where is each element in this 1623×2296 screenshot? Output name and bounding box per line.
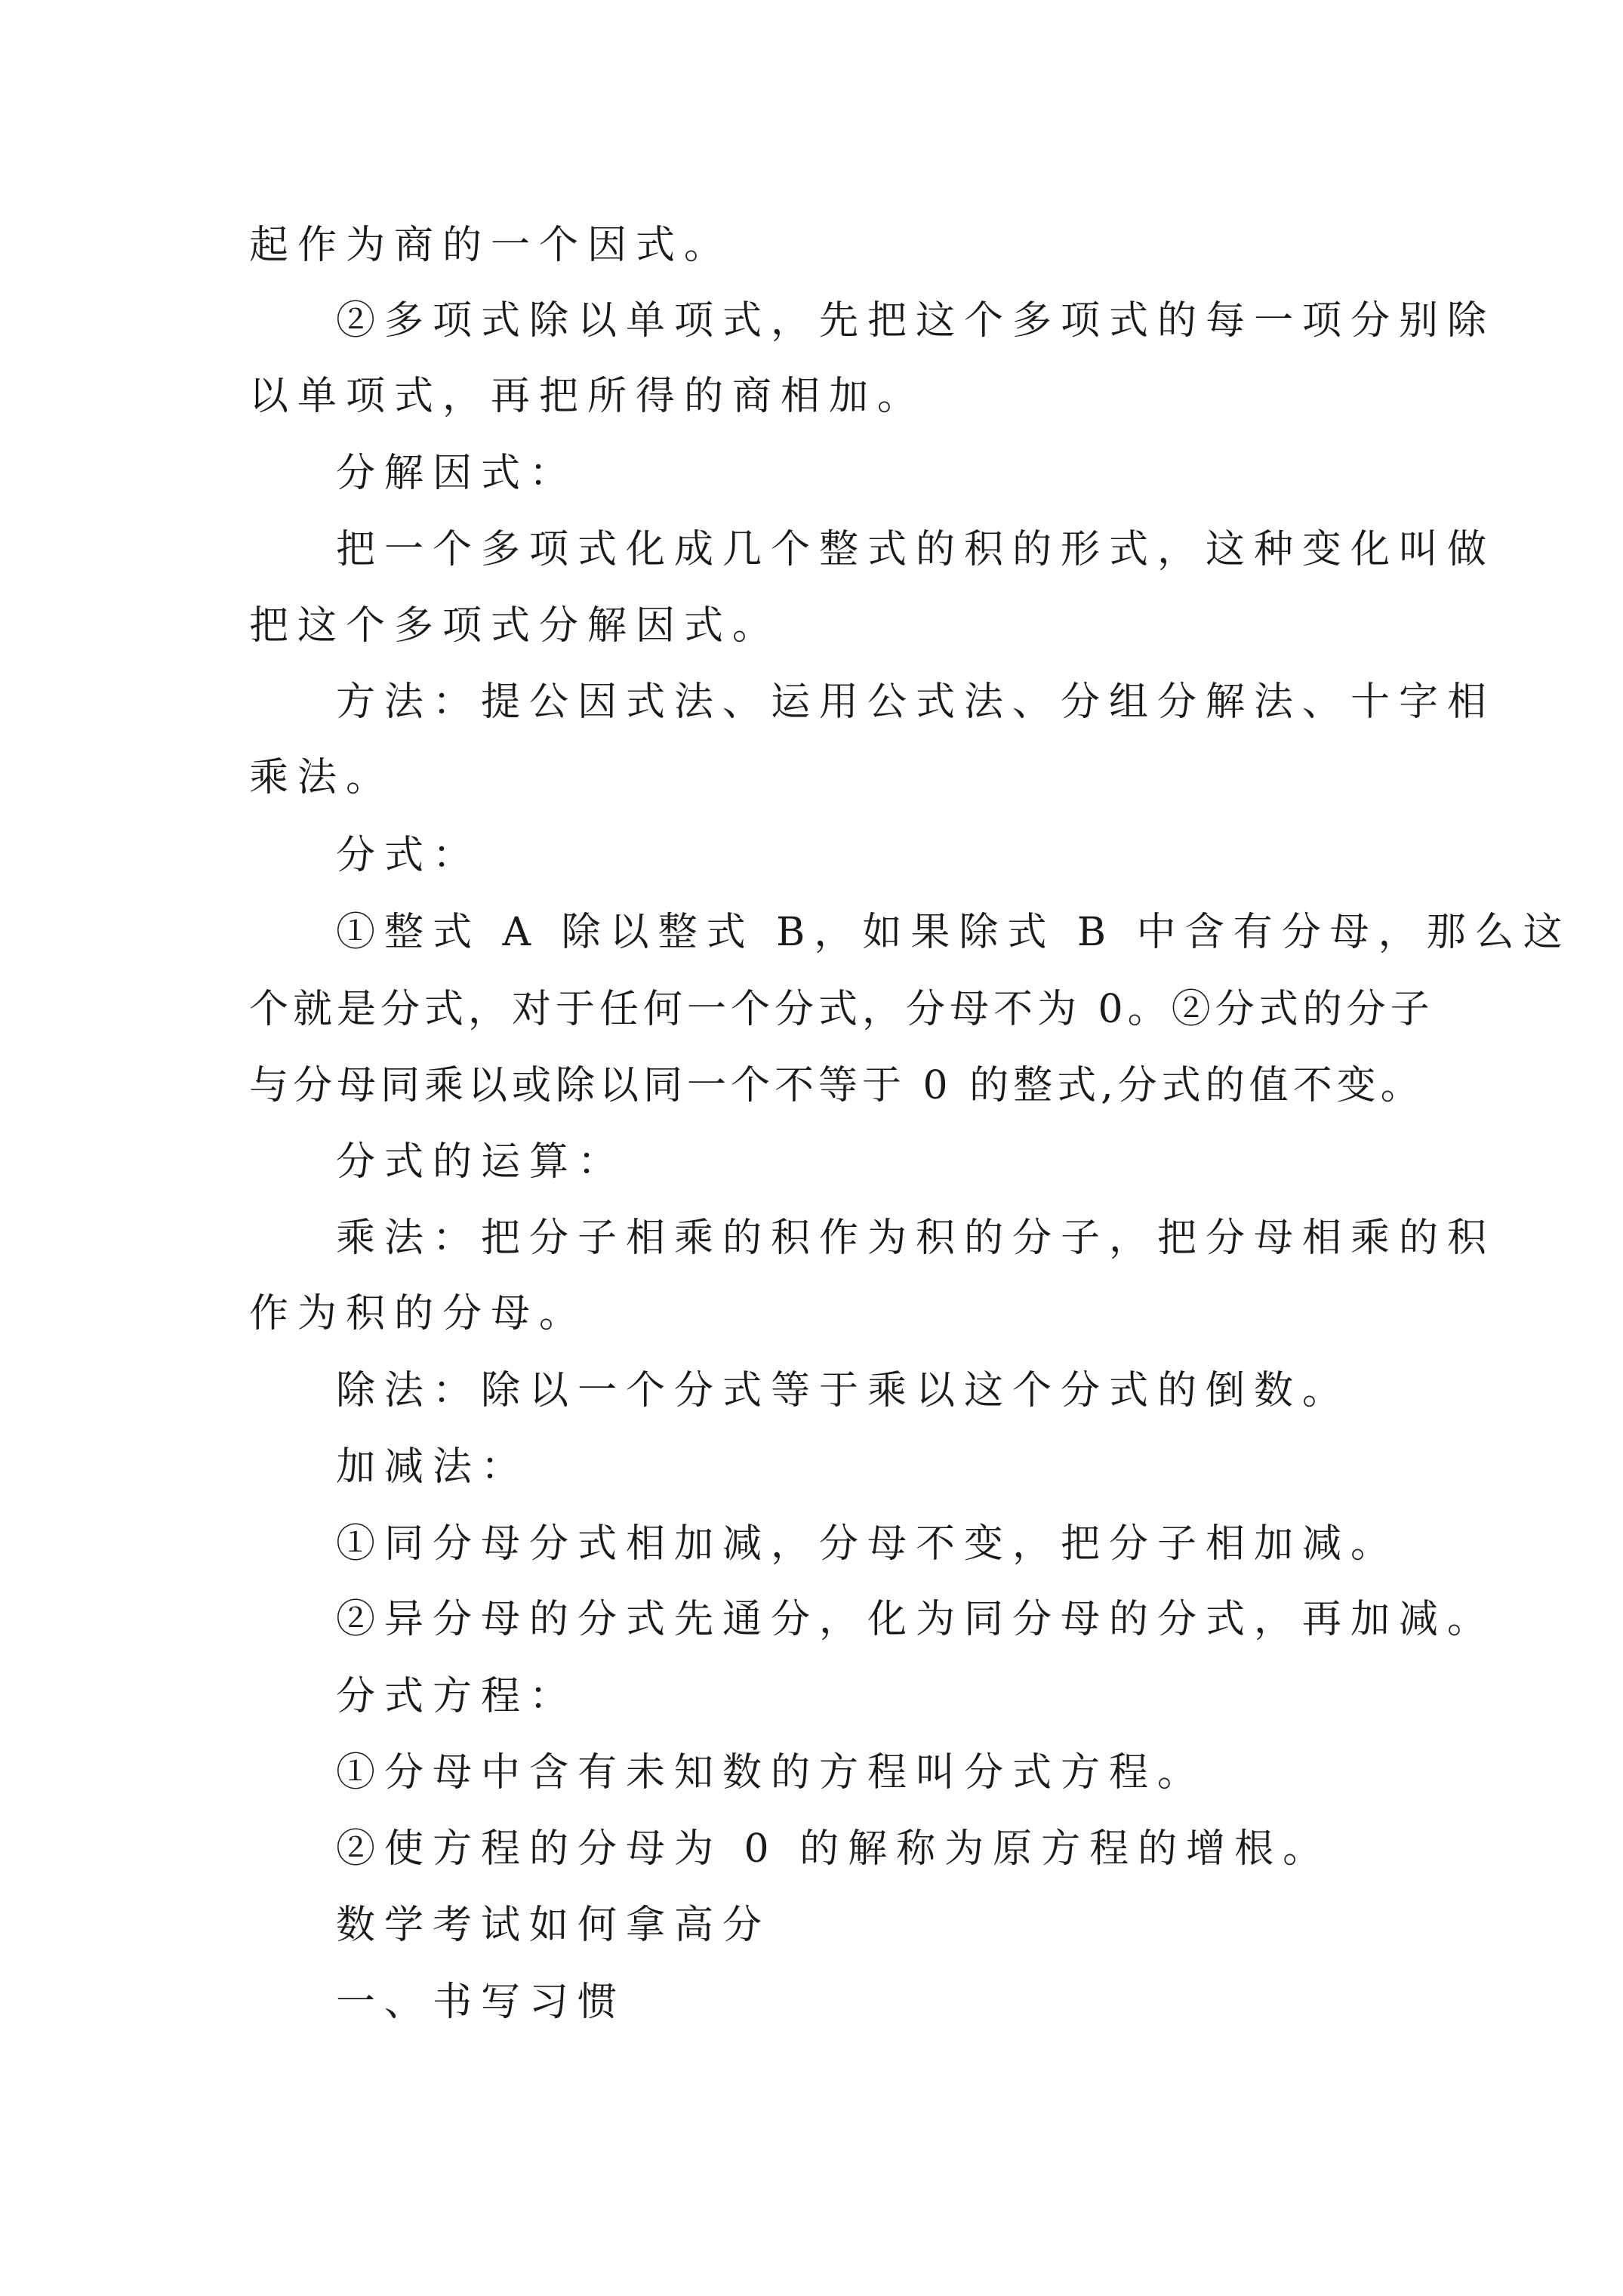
text-line: 乘法：把分子相乘的积作为积的分子，把分母相乘的积 — [336, 1216, 1496, 1261]
text-line: ②异分母的分式先通分，化为同分母的分式，再加减。 — [336, 1597, 1496, 1642]
text-line: ②使方程的分母为 0 的解称为原方程的增根。 — [336, 1826, 1332, 1872]
section-heading: 分式的运算： — [336, 1139, 627, 1185]
section-heading: 分解因式： — [336, 451, 578, 496]
text-line: 与分母同乘以或除以同一个不等于 0 的整式,分式的值不变。 — [249, 1063, 1424, 1108]
text-line: 作为积的分母。 — [249, 1291, 588, 1336]
text-line: ①分母中含有未知数的方程叫分式方程。 — [336, 1750, 1206, 1795]
text-line: 方法：提公因式法、运用公式法、分组分解法、十字相 — [336, 680, 1496, 725]
text-line: 把这个多项式分解因式。 — [249, 603, 781, 649]
section-heading: 分式： — [336, 833, 482, 878]
text-line: 把一个多项式化成几个整式的积的形式，这种变化叫做 — [336, 527, 1496, 572]
text-line: ②多项式除以单项式，先把这个多项式的每一项分别除 — [336, 298, 1496, 344]
section-heading: 一、书写习惯 — [336, 1980, 627, 2025]
text-line: 乘法。 — [249, 755, 395, 800]
text-line: 以单项式，再把所得的商相加。 — [249, 374, 926, 419]
section-heading: 加减法： — [336, 1444, 530, 1490]
section-heading: 数学考试如何拿高分 — [336, 1903, 771, 1948]
text-line: 除法：除以一个分式等于乘以这个分式的倒数。 — [336, 1368, 1351, 1413]
text-line: ①整式 A 除以整式 B，如果除式 B 中含有分母，那么这 — [336, 910, 1572, 955]
text-line: ①同分母分式相加减，分母不变，把分子相加减。 — [336, 1521, 1400, 1567]
text-line: 起作为商的一个因式。 — [249, 223, 733, 268]
text-line: 个就是分式，对于任何一个分式，分母不为 0。②分式的分子 — [249, 987, 1434, 1032]
section-heading: 分式方程： — [336, 1674, 578, 1719]
